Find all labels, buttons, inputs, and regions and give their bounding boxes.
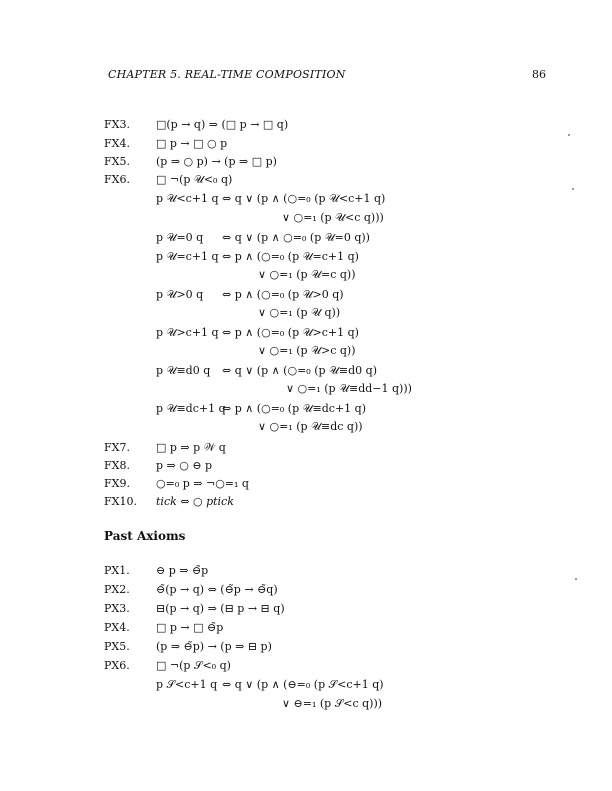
axiom-label: FX4. xyxy=(104,137,130,150)
rule-lhs: p 𝒰>0 q xyxy=(156,288,204,301)
rule-rhs: ⇔ q ∨ (p ∧ ○=₀ (p 𝒰=0 q)) xyxy=(222,231,370,244)
axiom-formula: tick ⇔ ○ ptick xyxy=(156,495,234,508)
rule-lhs: p 𝒰<c+1 q xyxy=(156,192,219,205)
axiom-label: FX6. xyxy=(104,173,130,186)
axiom-label: PX1. xyxy=(104,564,130,577)
axiom-label: FX10. xyxy=(104,495,137,508)
axiom-formula: □ p → □ ⊖̃p xyxy=(156,621,224,634)
rule-cont: ∨ ○=₁ (p 𝒰<c q))) xyxy=(282,211,384,224)
chapter-title: CHAPTER 5. REAL-TIME COMPOSITION xyxy=(108,68,346,81)
rule-rhs: ⇔ q ∨ (p ∧ (○=₀ (p 𝒰<c+1 q) xyxy=(222,192,386,205)
rule-lhs: p 𝒮<c+1 q xyxy=(156,678,218,691)
axiom-formula: (p ⇒ ○ p) → (p ⇒ □ p) xyxy=(156,155,277,168)
axiom-label: FX3. xyxy=(104,118,130,131)
scan-speck xyxy=(575,578,577,580)
axiom-formula: □ ¬(p 𝒮<₀ q) xyxy=(156,659,231,672)
rule-cont: ∨ ○=₁ (p 𝒰≡dc q)) xyxy=(258,420,363,433)
axiom-formula: □(p → q) ⇒ (□ p → □ q) xyxy=(156,118,289,131)
axiom-label: PX5. xyxy=(104,640,130,653)
rule-cont: ∨ ○=₁ (p 𝒰=c q)) xyxy=(258,268,356,281)
axiom-formula: ⊖ p ⇒ ⊖̃p xyxy=(156,564,209,577)
rule-lhs: p 𝒰≡d0 q xyxy=(156,364,211,377)
rule-rhs: ⇔ p ∧ (○=₀ (p 𝒰>c+1 q) xyxy=(222,326,359,339)
axiom-label: PX4. xyxy=(104,621,130,634)
rule-lhs: p 𝒰=0 q xyxy=(156,231,204,244)
rule-rhs: ⇔ q ∨ (p ∧ (⊖=₀ (p 𝒮<c+1 q) xyxy=(222,678,384,691)
section-heading: Past Axioms xyxy=(104,529,186,543)
rule-cont: ∨ ○=₁ (p 𝒰 q)) xyxy=(258,306,341,319)
axiom-formula: ⊟(p → q) ⇒ (⊟ p → ⊟ q) xyxy=(156,602,285,615)
rule-rhs: ⇔ q ∨ (p ∧ (○=₀ (p 𝒰≡d0 q) xyxy=(222,364,378,377)
axiom-label: PX3. xyxy=(104,602,130,615)
axiom-label: FX7. xyxy=(104,441,130,454)
axiom-label: PX6. xyxy=(104,659,130,672)
axiom-formula: □ ¬(p 𝒰<₀ q) xyxy=(156,173,233,186)
axiom-formula: ⊖̃(p → q) ⇔ (⊖̃p → ⊖̃q) xyxy=(156,583,278,596)
rule-rhs: ⇔ p ∧ (○=₀ (p 𝒰>0 q) xyxy=(222,288,344,301)
rule-rhs: ⇔ p ∧ (○=₀ (p 𝒰≡dc+1 q) xyxy=(222,402,367,415)
page-header xyxy=(108,68,546,81)
rule-lhs: p 𝒰>c+1 q xyxy=(156,326,219,339)
rule-lhs: p 𝒰=c+1 q xyxy=(156,250,219,263)
axiom-label: FX8. xyxy=(104,459,130,472)
rule-cont: ∨ ⊖=₁ (p 𝒮<c q))) xyxy=(282,697,383,710)
axiom-label: FX9. xyxy=(104,477,130,490)
rule-cont: ∨ ○=₁ (p 𝒰>c q)) xyxy=(258,344,356,357)
rule-rhs: ⇔ p ∧ (○=₀ (p 𝒰=c+1 q) xyxy=(222,250,359,263)
scan-speck xyxy=(568,134,570,136)
axiom-formula: (p ⇒ ⊖̃p) → (p ⇒ ⊟ p) xyxy=(156,640,272,653)
rule-cont: ∨ ○=₁ (p 𝒰≡dd−1 q))) xyxy=(286,382,412,395)
axiom-label: PX2. xyxy=(104,583,130,596)
scan-speck xyxy=(572,188,574,190)
axiom-label: FX5. xyxy=(104,155,130,168)
rule-lhs: p 𝒰≡dc+1 q xyxy=(156,402,226,415)
axiom-formula: p ⇒ ○ ⊖ p xyxy=(156,459,213,472)
page-number: 86 xyxy=(532,68,546,81)
axiom-formula: □ p → □ ○ p xyxy=(156,137,228,150)
axiom-formula: □ p ⇒ p 𝒲 q xyxy=(156,441,226,454)
axiom-formula: ○=₀ p ⇒ ¬○=₁ q xyxy=(156,477,249,490)
